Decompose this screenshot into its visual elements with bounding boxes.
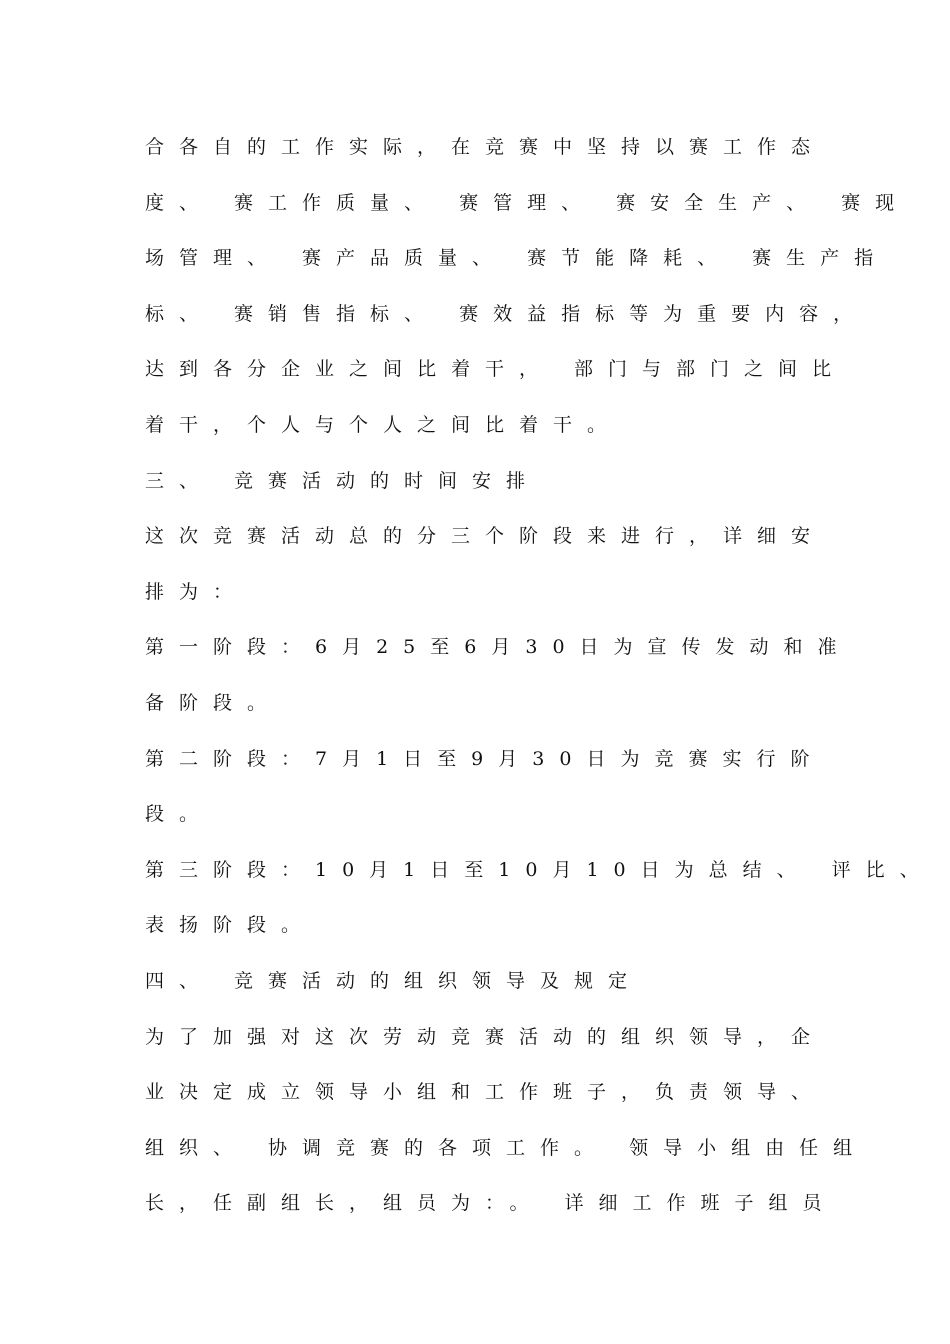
text-line: 标、 赛销售指标、 赛效益指标等为重要内容， — [145, 302, 868, 325]
text-line: 排为： — [145, 580, 248, 603]
text-line: 组织、 协调竞赛的各项工作。 领导小组由任组 — [145, 1136, 868, 1159]
section-heading: 四、 竞赛活动的组织领导及规定 — [145, 969, 643, 992]
text-line: 第一阶段：6月25至6月30日为宣传发动和准 — [145, 636, 852, 659]
text-line: 达到各分企业之间比着干， 部门与部门之间比 — [145, 358, 847, 381]
text-line: 第三阶段：10月1日至10月10日为总结、 评比、 — [145, 858, 934, 881]
text-line: 备阶段。 — [145, 691, 282, 714]
text-line: 段。 — [145, 803, 214, 826]
text-line: 合各自的工作实际，在竞赛中坚持以赛工作态 — [145, 136, 826, 158]
text-line: 着干，个人与个人之间比着干。 — [145, 413, 622, 436]
section-heading: 三、 竞赛活动的时间安排 — [145, 469, 541, 492]
text-line: 长，任副组长，组员为：。 详细工作班子组员 — [145, 1192, 837, 1215]
text-line: 为了加强对这次劳动竞赛活动的组织领导，企 — [145, 1025, 826, 1048]
text-line: 场管理、 赛产品质量、 赛节能降耗、 赛生产指 — [145, 247, 889, 270]
text-line: 这次竞赛活动总的分三个阶段来进行，详细安 — [145, 525, 826, 548]
text-line: 度、 赛工作质量、 赛管理、 赛安全生产、 赛现 — [145, 191, 910, 214]
document-body — [145, 120, 934, 1232]
text-line: 业决定成立领导小组和工作班子，负责领导、 — [145, 1081, 826, 1104]
text-line: 第二阶段：7月1日至9月30日为竞赛实行阶 — [145, 747, 825, 770]
text-line: 表扬阶段。 — [145, 914, 316, 937]
